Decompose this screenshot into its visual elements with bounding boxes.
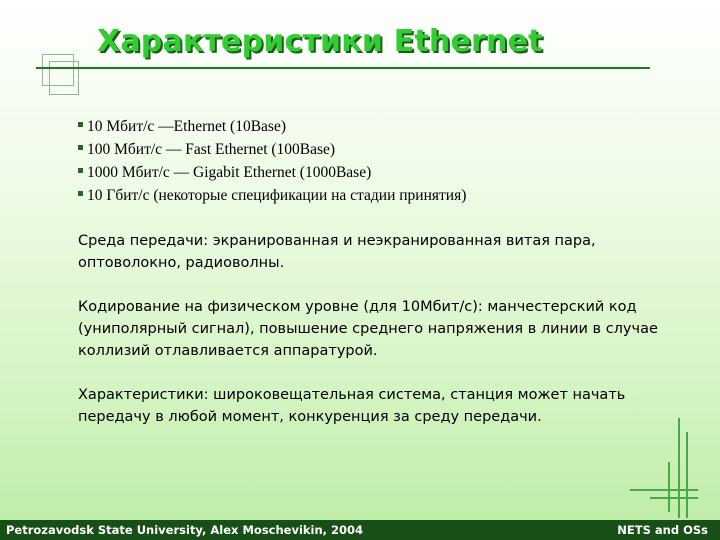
footer-course: NETS and OSs	[617, 523, 708, 537]
bullet-text: 100 Мбит/с — Fast Ethernet (100Base)	[87, 141, 336, 158]
bullet-item	[78, 115, 678, 138]
decorative-line-v2	[686, 432, 688, 518]
bullet-icon	[78, 191, 83, 196]
decorative-line-v3	[668, 462, 670, 512]
bullet-icon	[78, 145, 83, 150]
bullet-item	[78, 138, 678, 161]
bullet-icon	[78, 122, 83, 127]
bullet-icon	[78, 168, 83, 173]
bullet-text: 1000 Мбит/с — Gigabit Ethernet (1000Base)	[87, 164, 372, 181]
bullet-item	[78, 161, 678, 184]
footer-credit: Petrozavodsk State University, Alex Moschevikin, 2004	[6, 523, 364, 537]
bullet-text: 10 Мбит/с —Ethernet (10Base)	[87, 118, 287, 135]
title-underline	[36, 67, 650, 69]
decorative-line-h2	[650, 497, 698, 499]
decorative-line-h1	[630, 489, 698, 491]
decorative-line-v1	[678, 418, 680, 518]
slide-content	[78, 115, 678, 428]
paragraph-medium: Среда передачи: экранированная и неэкранированная витая пара, оптоволокно, радиоволны.	[78, 233, 596, 271]
footer-bar	[0, 520, 720, 540]
bullet-text: 10 Гбит/с (некоторые спецификации на стадии принятия)	[87, 187, 467, 204]
slide-title: Характеристики Ethernet	[97, 24, 543, 59]
bullet-item	[78, 184, 678, 207]
bullet-list	[78, 115, 678, 207]
paragraph-encoding: Кодирование на физическом уровне (для 10Мбит/с): манчестерский код (униполярный сигнал), повышение среднего напряжения в линии в случае коллизий отлавливается аппаратурой.	[78, 299, 658, 359]
paragraph-characteristics: Характеристики: широковещательная система, станция может начать передачу в любой момент, конкуренция за среду передачи.	[78, 387, 626, 425]
